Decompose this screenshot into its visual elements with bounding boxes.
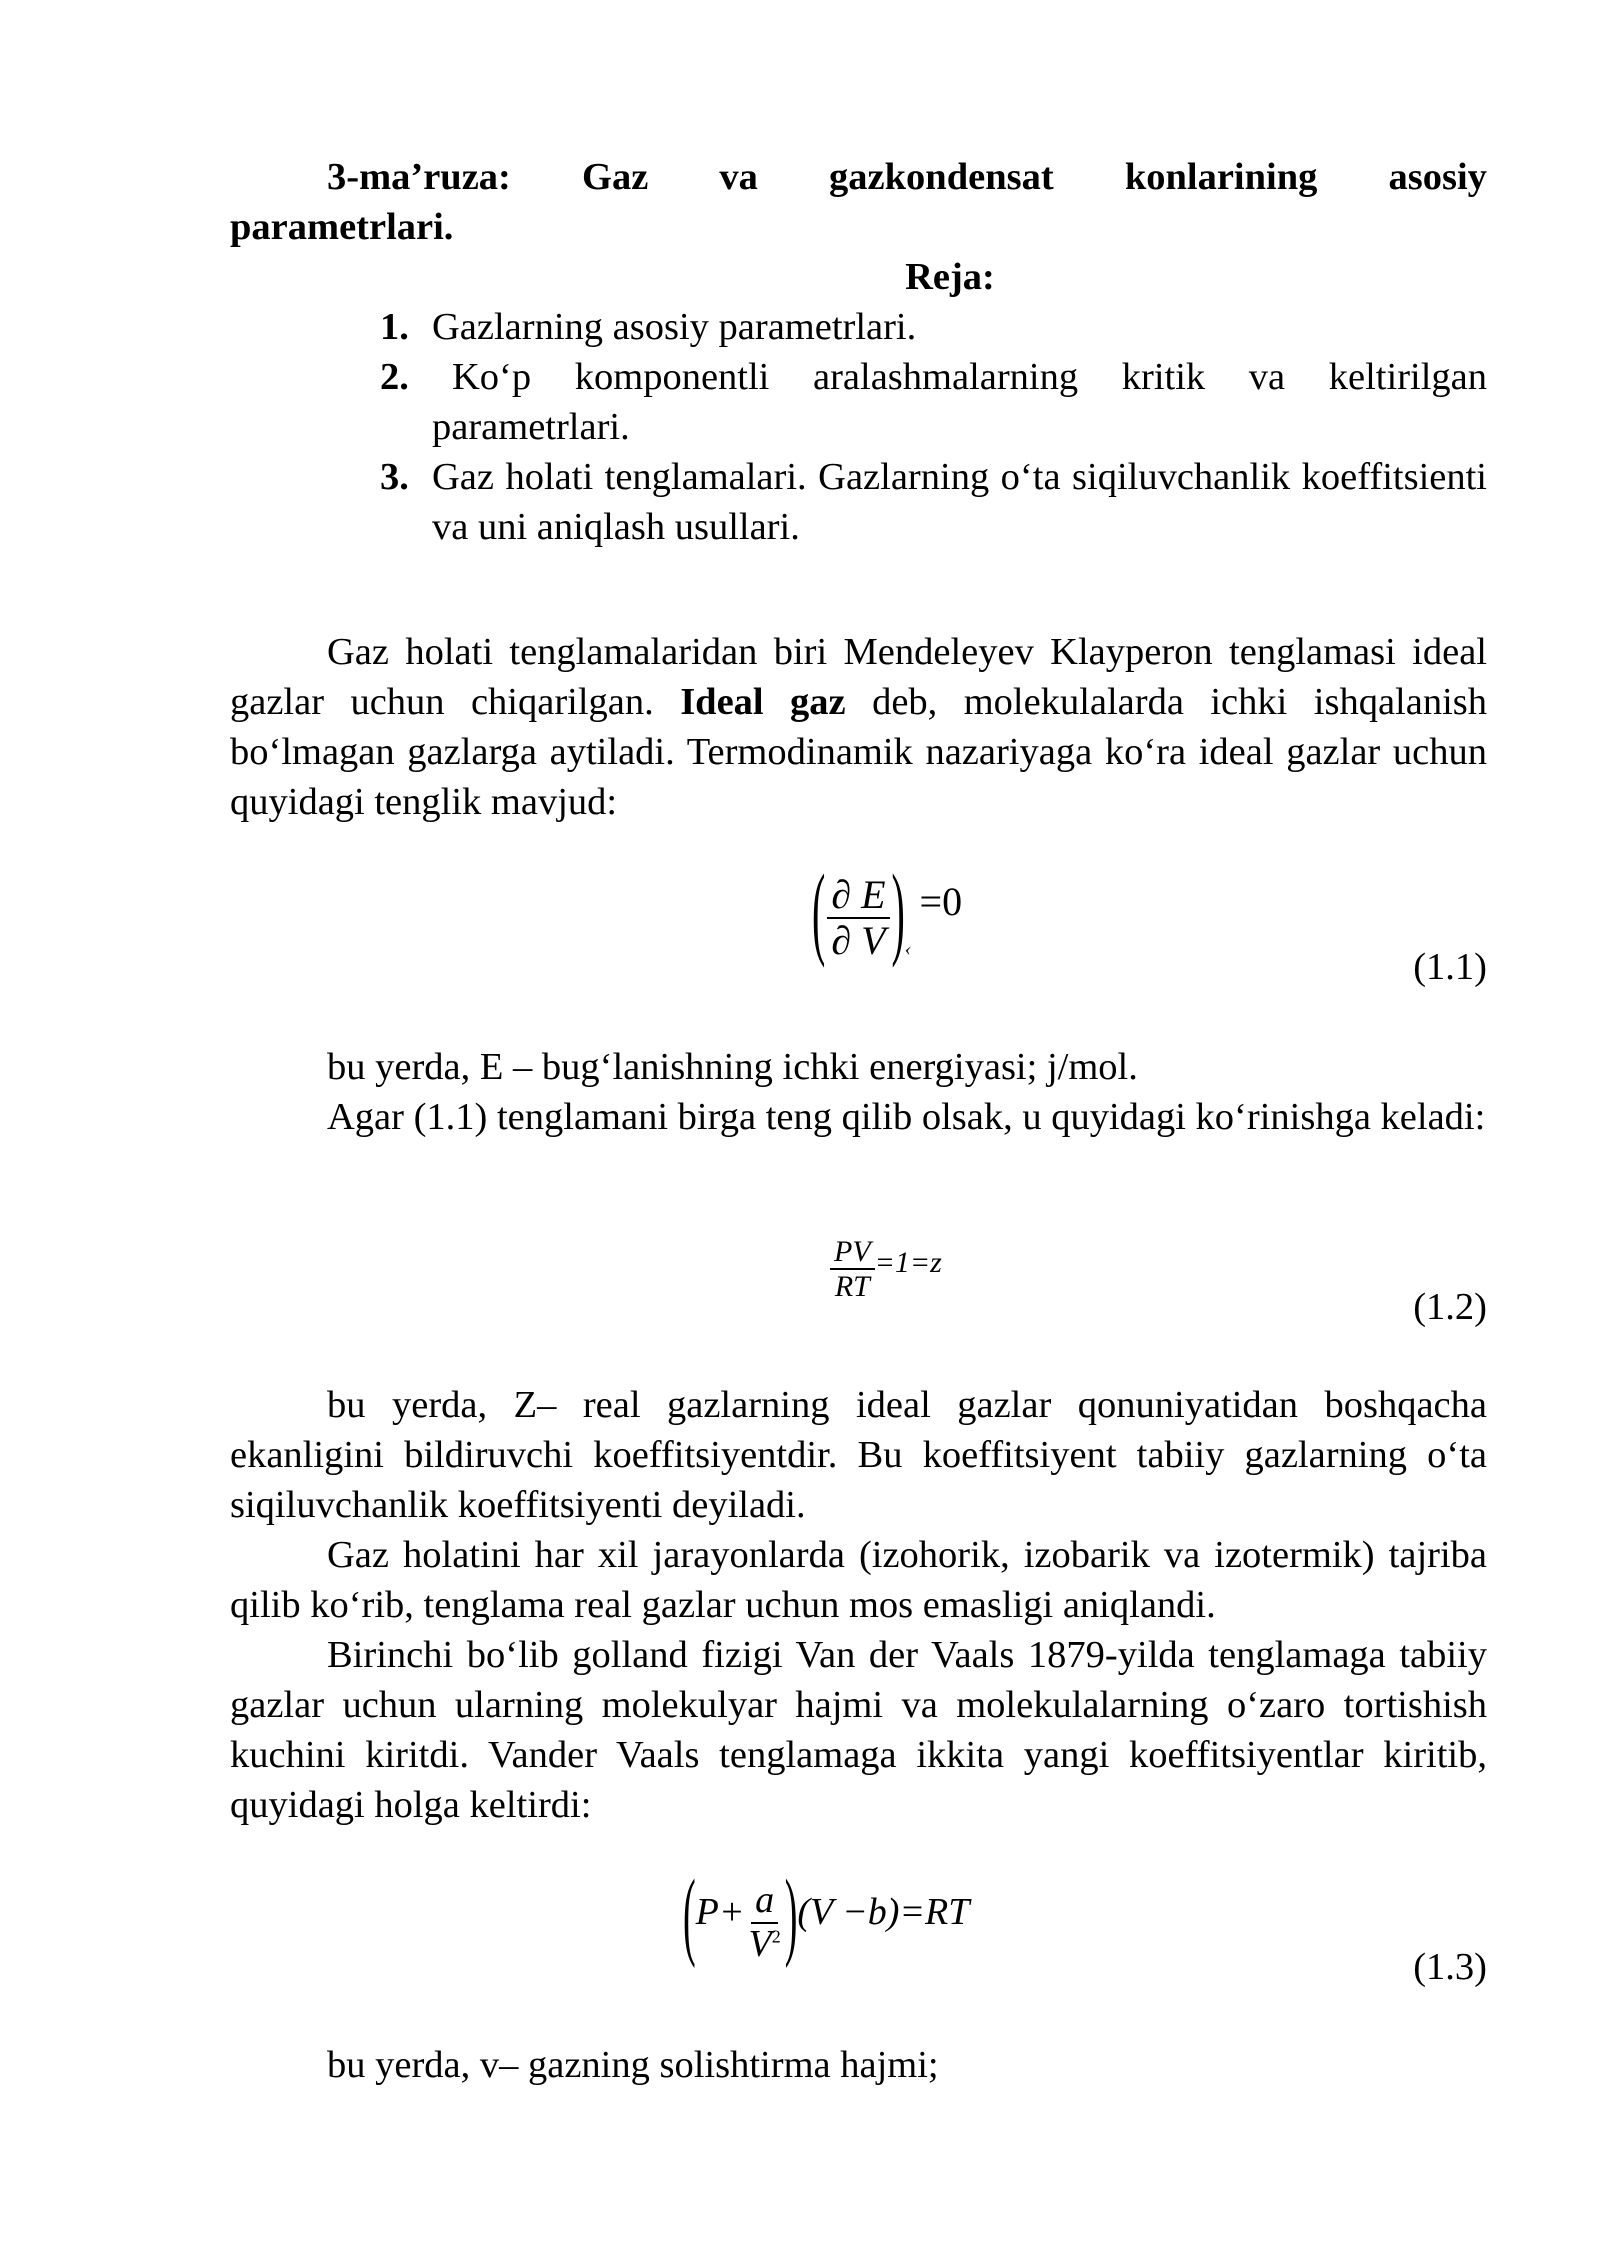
paragraph-text: deb, molekulalarda ichki ishqalanish bo‘lmagan gazlarga aytiladi. Termodinamik nazariyaga ko‘ra ideal gazlar uchun quyidagi tenglik mavjud: bbox=[230, 681, 1487, 823]
left-paren: ( bbox=[812, 852, 826, 970]
eq-numerator: a bbox=[751, 1880, 778, 1924]
equation-number: (1.1) bbox=[1413, 946, 1487, 988]
plan-item bbox=[380, 452, 1487, 552]
paragraph-van-der-waals: Birinchi bo‘lib golland fizigi Van der Vaals 1879-yilda tenglamaga tabiiy gazlar uchun ularning molekulyar hajmi va molekulalarning o‘zaro tortishish kuchini kiritdi. Vander Vaals tenglamaga ikkita yangi koeffitsiyentlar kiritib, quyidagi holga keltirdi: bbox=[230, 1634, 1487, 1826]
lecture-title bbox=[230, 152, 1487, 252]
title-word: va bbox=[719, 156, 758, 198]
eq-rhs: (V −b)=RT bbox=[797, 1890, 970, 1933]
term-ideal-gas: Ideal gaz bbox=[680, 681, 846, 723]
plan-item-text: Ko‘p komponentli aralashmalarning kritik va keltirilgan parametrlari. bbox=[432, 356, 1487, 448]
plan-item bbox=[380, 302, 1487, 352]
equation-number: (1.3) bbox=[1413, 1946, 1487, 1988]
paragraph-ideal-gas bbox=[230, 627, 1487, 827]
equation-1-3 bbox=[683, 1860, 970, 1971]
equation-number: (1.2) bbox=[1413, 1286, 1487, 1328]
eq-denominator: RT bbox=[834, 1270, 870, 1303]
lecture-title-line2: parametrlari. bbox=[230, 206, 454, 248]
plan-item-text: Gazlarning asosiy parametrlari. bbox=[432, 306, 917, 348]
title-word: Gaz bbox=[582, 156, 649, 198]
equation-1-1 bbox=[812, 852, 963, 970]
title-word: gazkondensat bbox=[829, 156, 1054, 198]
right-paren: ) bbox=[891, 852, 905, 970]
paragraph-specific-volume: bu yerda, v– gazning solishtirma hajmi; bbox=[327, 2044, 939, 2086]
plan-item bbox=[380, 352, 1487, 452]
eq-numerator: PV bbox=[830, 1235, 875, 1270]
eq-subscript: ‹ bbox=[904, 938, 912, 961]
plan-item-number: 2. bbox=[380, 356, 409, 398]
paragraph-equal-one: Agar (1.1) tenglamani birga teng qilib olsak, u quyidagi ko‘rinishga keladi: bbox=[327, 1096, 1486, 1138]
title-word: asosiy bbox=[1388, 156, 1487, 198]
eq-denominator: ∂ V bbox=[831, 918, 886, 963]
paragraph-text: Gaz holati tenglamalaridan biri Mendeleyev Klayperon tenglamasi ideal gazlar uchun chiqarilgan. bbox=[230, 631, 1487, 723]
paragraph-energy-def: bu yerda, E – bug‘lanishning ichki energiyasi; j/mol. bbox=[327, 1046, 1138, 1088]
eq-term: P+ bbox=[695, 1890, 745, 1933]
lecture-title-line1 bbox=[230, 152, 1487, 202]
plan-item-number: 1. bbox=[380, 306, 409, 348]
paragraph-z-coefficient: bu yerda, Z– real gazlarning ideal gazlar qonuniyatidan boshqacha ekanligini bildiruvchi koeffitsiyentdir. Bu koeffitsiyent tabiiy gazlarning o‘ta siqiluvchanlik koeffitsiyenti deyiladi. bbox=[230, 1384, 1487, 1526]
eq-rhs: =1=z bbox=[874, 1245, 942, 1279]
equation-1-2 bbox=[830, 1235, 942, 1303]
eq-superscript: 2 bbox=[771, 1926, 781, 1947]
title-word: 3-ma’ruza: bbox=[327, 156, 511, 198]
paragraph-processes: Gaz holatini har xil jarayonlarda (izohorik, izobarik va izotermik) tajriba qilib ko‘rib, tenglama real gazlar uchun mos emasligi aniqlandi. bbox=[230, 1534, 1487, 1626]
eq-numerator: ∂ E bbox=[827, 873, 889, 919]
title-word: konlarining bbox=[1124, 156, 1318, 198]
plan-list bbox=[380, 302, 1487, 552]
plan-item-number: 3. bbox=[380, 456, 409, 498]
eq-denominator: $V^2$ bbox=[748, 1922, 781, 1965]
eq-rhs: =0 bbox=[919, 879, 963, 925]
plan-heading: Reja: bbox=[905, 256, 995, 298]
right-paren: ) bbox=[784, 1860, 798, 1971]
left-paren: ( bbox=[683, 1860, 696, 1971]
plan-item-text: Gaz holati tenglamalari. Gazlarning o‘ta siqiluvchanlik koeffitsienti va uni aniqlash usullari. bbox=[432, 456, 1487, 548]
